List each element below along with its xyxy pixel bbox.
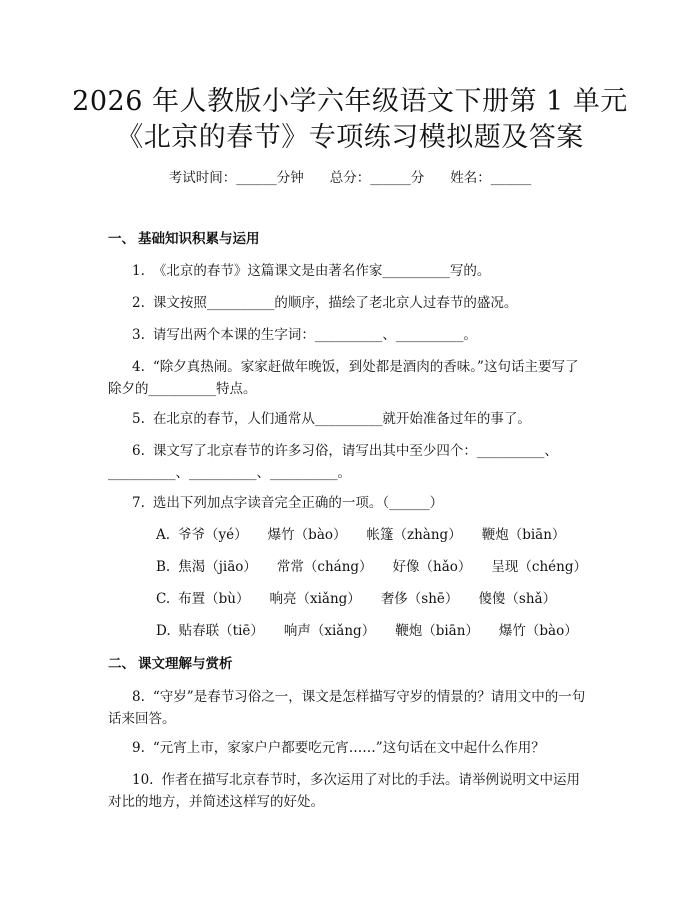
question-number: 10. bbox=[132, 772, 154, 788]
option-word: 爷爷（yé） bbox=[178, 527, 248, 543]
section-number: 一、 bbox=[108, 231, 135, 247]
question-text: 《北京的春节》这篇课文是由著名作家__________写的。 bbox=[152, 263, 491, 279]
option-word: 鞭炮（biān） bbox=[481, 527, 566, 543]
page-title-line-2: 《北京的春节》专项练习模拟题及答案 bbox=[116, 122, 584, 153]
section-heading-1 bbox=[108, 229, 260, 249]
option-word: 响亮（xiǎng） bbox=[269, 591, 361, 607]
option-c bbox=[156, 589, 596, 609]
exam-time-field: 考试时间：______分钟 bbox=[168, 170, 304, 186]
question-number: 2. bbox=[132, 295, 145, 311]
question-5 bbox=[108, 408, 588, 430]
option-b bbox=[156, 557, 596, 577]
option-label: D. bbox=[156, 623, 171, 639]
section-title: 基础知识积累与运用 bbox=[138, 231, 260, 247]
option-word: 傻傻（shǎ） bbox=[478, 591, 557, 607]
question-number: 9. bbox=[132, 740, 145, 756]
question-9 bbox=[108, 737, 588, 759]
question-text: “除夕真热闹。家家赶做年晚饭，到处都是酒肉的香味。”这句话主要写了除夕的__________特点。 bbox=[108, 359, 579, 397]
option-word: 响声（xiǎng） bbox=[283, 623, 376, 639]
option-word: 爆竹（bào） bbox=[267, 527, 347, 543]
question-text: 课文写了北京春节的许多习俗，请写出其中至少四个：__________、__________、__________、__________。 bbox=[108, 443, 558, 481]
option-word: 常常（cháng） bbox=[276, 559, 373, 575]
option-word: 爆竹（bào） bbox=[498, 623, 578, 639]
option-word: 呈现（chéng） bbox=[491, 559, 588, 575]
option-word: 奢侈（shē） bbox=[380, 591, 459, 607]
page-title-line-1: 2026 年人教版小学六年级语文下册第 1 单元 bbox=[72, 86, 628, 117]
question-text: 在北京的春节，人们通常从__________就开始准备过年的事了。 bbox=[152, 411, 531, 427]
question-3 bbox=[108, 324, 588, 346]
option-word: 贴春联（tiē） bbox=[178, 623, 264, 639]
option-word: 鞭炮（biān） bbox=[395, 623, 479, 639]
option-word: 布置（bù） bbox=[178, 591, 250, 607]
option-label: B. bbox=[156, 559, 171, 575]
question-4 bbox=[108, 356, 588, 400]
question-6 bbox=[108, 440, 588, 484]
question-number: 6. bbox=[132, 443, 145, 459]
option-label: C. bbox=[156, 591, 171, 607]
question-8 bbox=[108, 686, 588, 730]
exam-meta-line bbox=[0, 168, 700, 188]
option-d bbox=[156, 621, 596, 641]
option-word: 帐篷（zhàng） bbox=[366, 527, 462, 543]
question-text: 作者在描写北京春节时，多次运用了对比的手法。请举例说明文中运用对比的地方，并简述这样写的好处。 bbox=[108, 772, 580, 810]
question-text: 选出下列加点字读音完全正确的一项。（______） bbox=[152, 495, 444, 511]
question-1 bbox=[108, 260, 588, 282]
section-heading-2 bbox=[108, 654, 233, 674]
section-number: 二、 bbox=[108, 656, 135, 672]
option-word: 焦渴（jiāo） bbox=[178, 559, 257, 575]
question-number: 1. bbox=[132, 263, 145, 279]
section-title: 课文理解与赏析 bbox=[138, 656, 233, 672]
question-text: 课文按照__________的顺序，描绘了老北京人过春节的盛况。 bbox=[152, 295, 518, 311]
question-text: “守岁”是春节习俗之一，课文是怎样描写守岁的情景的？请用文中的一句话来回答。 bbox=[108, 689, 586, 727]
option-a bbox=[156, 525, 596, 545]
question-7 bbox=[108, 492, 588, 514]
question-number: 5. bbox=[132, 411, 145, 427]
question-number: 4. bbox=[132, 359, 145, 375]
total-score-field: 总分：______分 bbox=[329, 170, 425, 186]
question-number: 8. bbox=[132, 689, 145, 705]
question-10 bbox=[108, 769, 588, 813]
option-word: 好像（hǎo） bbox=[392, 559, 472, 575]
question-text: “元宵上市，家家户户都要吃元宵……”这句话在文中起什么作用？ bbox=[152, 740, 545, 756]
option-label: A. bbox=[156, 527, 171, 543]
question-number: 3. bbox=[132, 327, 145, 343]
question-number: 7. bbox=[132, 495, 145, 511]
question-text: 请写出两个本课的生字词：__________、__________。 bbox=[152, 327, 477, 343]
question-2 bbox=[108, 292, 588, 314]
student-name-field: 姓名：______ bbox=[450, 170, 532, 186]
